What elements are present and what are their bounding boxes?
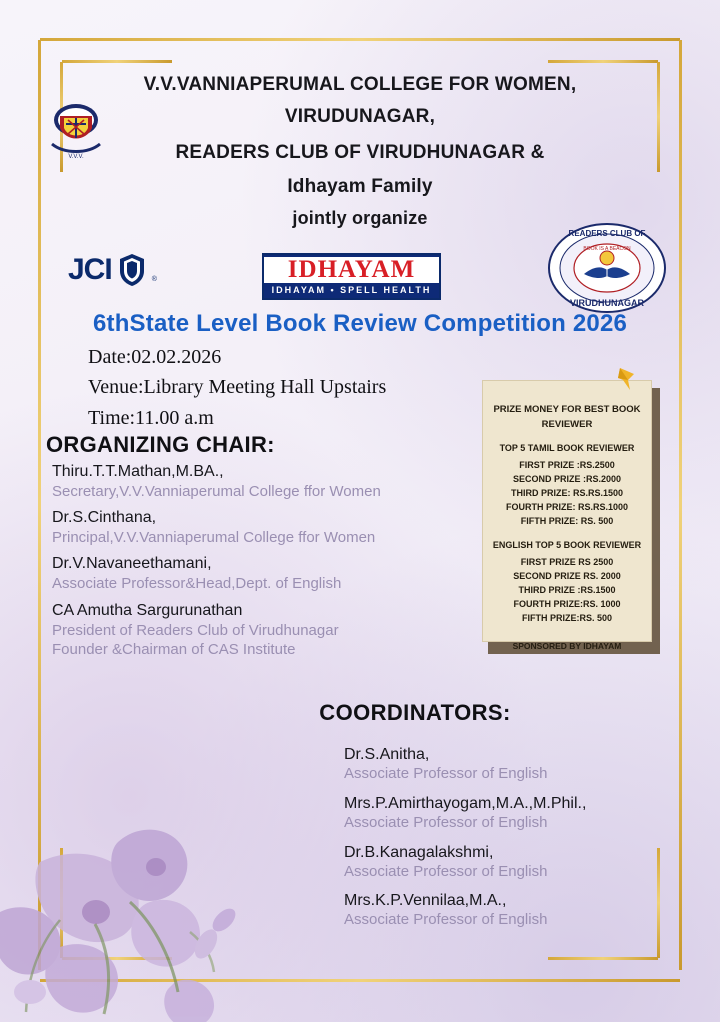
person-role: Associate Professor of English xyxy=(344,862,548,880)
header-line-1: V.V.VANNIAPERUMAL COLLEGE FOR WOMEN, xyxy=(143,74,577,95)
event-date: Date:02.02.2026 xyxy=(88,346,222,368)
idhayam-logo-text: IDHAYAM xyxy=(264,257,439,283)
person-role: Principal,V.V.Vanniaperumal College ffor Women xyxy=(52,529,376,547)
prize-english-2: SECOND PRIZE RS. 2000 xyxy=(513,570,621,581)
svg-text:VIRUDHUNAGAR: VIRUDHUNAGAR xyxy=(570,298,644,308)
prize-tamil-3: THIRD PRIZE: RS.RS.1500 xyxy=(510,488,624,499)
prize-tamil-heading: TOP 5 TAMIL BOOK REVIEWER xyxy=(499,443,635,454)
jci-trademark-mark: ® xyxy=(151,276,157,283)
prize-tamil-4: FOURTH PRIZE: RS.RS.1000 xyxy=(505,502,629,513)
person-name: Dr.V.Navaneethamani, xyxy=(52,555,212,573)
frame-accent-top-right xyxy=(548,60,658,63)
list-item xyxy=(52,508,472,547)
list-item xyxy=(344,843,674,882)
readers-club-seal-icon xyxy=(546,222,668,314)
frame-line-bottom xyxy=(40,979,680,982)
person-name: Mrs.P.Amirthayogam,M.A.,M.Phil., xyxy=(344,794,587,812)
frame-line-top xyxy=(40,38,680,41)
organizing-chair-heading: ORGANIZING CHAIR: xyxy=(46,432,275,457)
idhayam-logo-tagline: IDHAYAM • SPELL HEALTH xyxy=(271,285,432,296)
person-role: Associate Professor of English xyxy=(344,911,548,929)
frame-accent-left-bottom xyxy=(60,848,63,958)
coordinators-list xyxy=(344,745,674,940)
event-title: 6thState Level Book Review Competition 2026 xyxy=(92,310,628,337)
list-item xyxy=(344,794,674,833)
header-line-5: jointly organize xyxy=(292,208,428,228)
event-venue: Venue:Library Meeting Hall Upstairs xyxy=(88,376,387,399)
prize-english-4: FOURTH PRIZE:RS. 1000 xyxy=(513,598,621,609)
person-name: Dr.S.Anitha, xyxy=(344,746,430,763)
prize-english-heading: ENGLISH TOP 5 BOOK REVIEWER xyxy=(492,540,642,551)
coordinators-heading: COORDINATORS: xyxy=(319,700,511,725)
event-meta xyxy=(88,342,386,433)
person-name: Dr.B.Kanagalakshmi, xyxy=(344,843,494,861)
header-line-3: READERS CLUB OF VIRUDHUNAGAR & xyxy=(175,142,545,163)
person-role: Secretary,V.V.Vanniaperumal College ffor Women xyxy=(52,483,381,500)
prize-english-5: FIFTH PRIZE:RS. 500 xyxy=(521,612,612,623)
person-name: Thiru.T.T.Mathan,M.BA., xyxy=(52,463,224,480)
organizing-chair-list xyxy=(52,462,472,666)
person-role: Associate Professor of English xyxy=(344,765,548,782)
frame-accent-top-left xyxy=(62,60,172,63)
list-item xyxy=(344,891,674,930)
svg-text:V.V.V.: V.V.V. xyxy=(68,154,84,160)
list-item xyxy=(52,462,472,501)
push-pin-icon xyxy=(616,366,638,392)
header-block xyxy=(0,74,720,229)
jci-shield-icon xyxy=(118,253,146,287)
svg-text:READERS CLUB OF: READERS CLUB OF xyxy=(568,229,646,238)
jci-logo xyxy=(68,253,157,287)
event-time: Time:11.00 a.m xyxy=(88,406,214,429)
prize-tamil-1: FIRST PRIZE :RS.2500 xyxy=(519,460,615,471)
prize-tamil-5: FIFTH PRIZE: RS. 500 xyxy=(520,516,614,527)
prize-sponsor: SPONSORED BY IDHAYAM xyxy=(512,640,622,651)
prize-english-3: THIRD PRIZE :RS.1500 xyxy=(518,584,616,595)
prize-english-1: FIRST PRIZE RS 2500 xyxy=(520,557,614,567)
prize-tamil-2: SECOND PRIZE :RS.2000 xyxy=(512,474,622,485)
frame-accent-bottom-left xyxy=(62,957,172,960)
frame-accent-bottom-right xyxy=(548,957,658,960)
person-name: Mrs.K.P.Vennilaa,M.A., xyxy=(344,892,507,910)
list-item xyxy=(52,554,472,593)
person-role: President of Readers Club of Virudhunagar xyxy=(52,621,339,639)
person-name: CA Amutha Sargurunathan xyxy=(52,601,243,619)
person-role: Associate Professor of English xyxy=(344,813,548,831)
prize-money-card xyxy=(482,380,654,651)
list-item xyxy=(344,745,674,784)
list-item xyxy=(52,601,472,659)
prize-heading: PRIZE MONEY FOR BEST BOOK REVIEWER xyxy=(493,404,641,430)
person-name: Dr.S.Cinthana, xyxy=(52,509,157,527)
prize-card-body xyxy=(482,380,652,651)
person-role: Associate Professor&Head,Dept. of English xyxy=(52,575,342,593)
svg-text:BOOK IS A BEACON: BOOK IS A BEACON xyxy=(583,246,631,252)
header-line-2: VIRUDUNAGAR, xyxy=(284,106,436,127)
person-role-secondary: Founder &Chairman of CAS Institute xyxy=(52,640,296,658)
header-line-4: Idhayam Family xyxy=(287,176,433,197)
prize-spacer xyxy=(491,529,643,539)
idhayam-logo xyxy=(262,253,441,300)
jci-logo-text: JCI xyxy=(68,253,112,286)
